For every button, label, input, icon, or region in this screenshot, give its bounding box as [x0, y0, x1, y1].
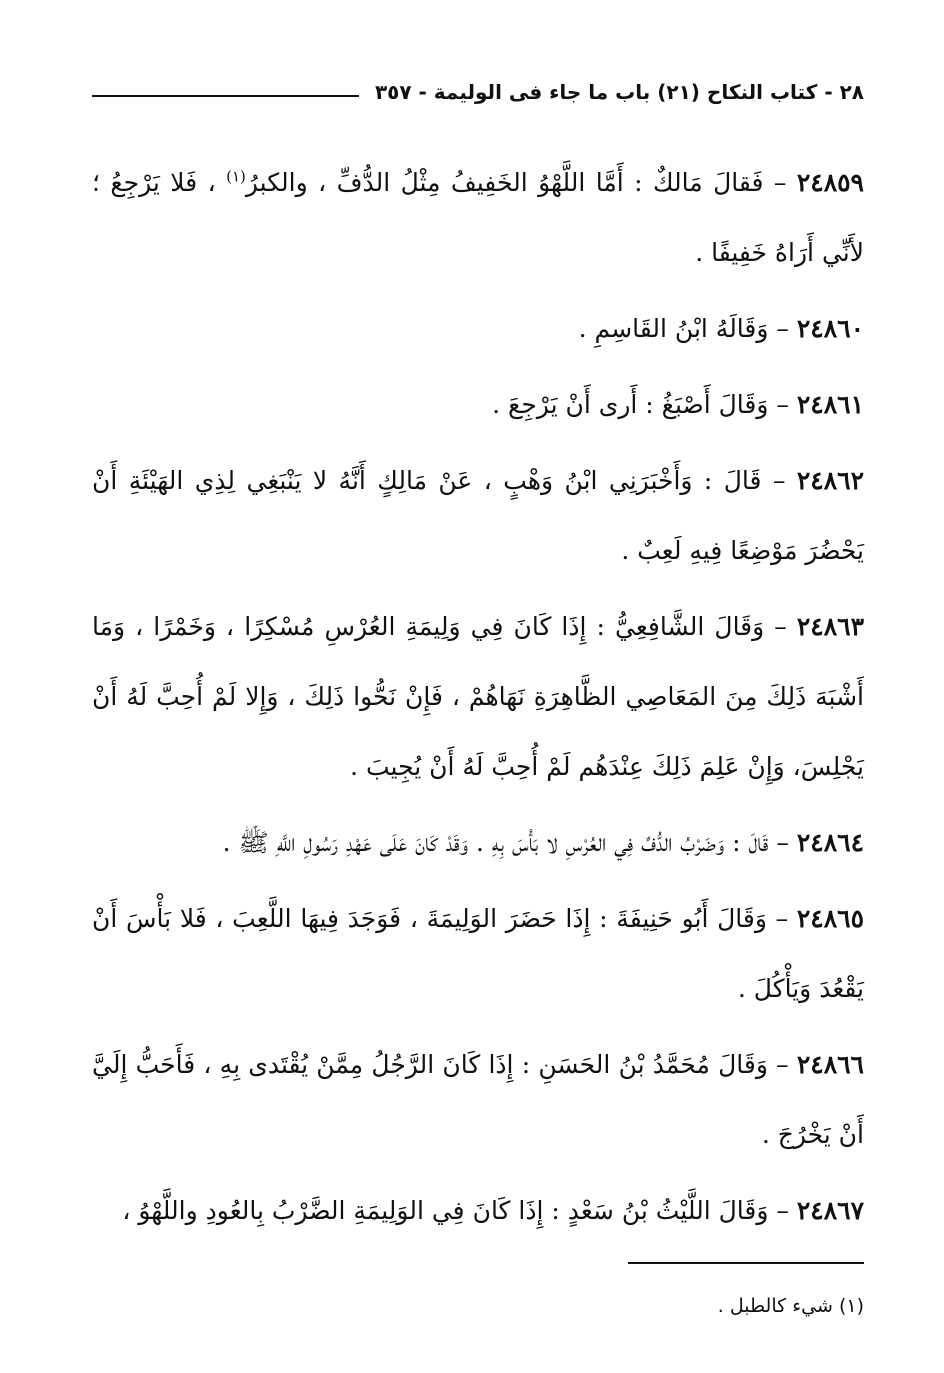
paragraph-24860 — [92, 294, 864, 364]
paragraph-number: ٢٤٨٦٧ — [796, 1196, 864, 1225]
dash: – — [774, 612, 787, 641]
paragraph-text: وَقَالَ اللَّيْثُ بْنُ سَعْدٍ : إِذَا كَانَ فِي الوَلِيمَةِ الضَّرْبُ بِالعُودِ واللَّهْوُ ، — [122, 1196, 769, 1225]
paragraph-24866 — [92, 1030, 864, 1170]
paragraph-text: وَقَالَ أَصْبَغُ : أَرى أَنْ يَرْجِعَ . — [492, 390, 769, 419]
dash: – — [776, 314, 789, 343]
footnote-separator — [628, 1262, 864, 1264]
paragraph-number: ٢٤٨٦٥ — [796, 904, 864, 933]
paragraph-24859 — [92, 148, 864, 288]
running-title: ٢٨ - كتاب النكاح (٢١) باب ما جاء فى الوليمة - ٣٥٧ — [374, 80, 864, 104]
paragraph-24862 — [92, 446, 864, 586]
dash: – — [775, 904, 789, 933]
footnote — [92, 1288, 864, 1324]
paragraph-number: ٢٤٨٥٩ — [796, 168, 864, 197]
paragraph-24861 — [92, 370, 864, 440]
dash: – — [776, 828, 789, 857]
paragraph-text-continued: ، فَلا يَرْجِعُ ؛ لأَنِّي أَرَاهُ خَفِيفًا . — [92, 168, 864, 267]
paragraph-text: وَقَالَ مُحَمَّدُ بْنُ الحَسَنِ : إِذَا كَانَ الرَّجُلُ مِمَّنْ يُقْتَدى بِهِ ، فَأَحَبُّ إِلَيَّ أَنْ يَخْرُجَ . — [92, 1050, 864, 1149]
paragraph-text: قَالَ : وَأَخْبَرَنِي ابْنُ وَهْبٍ ، عَنْ مَالِكٍ أَنَّهُ لا يَنْبَغِي لِذِي الهَيْئَةِ أَنْ يَحْضُرَ مَوْضِعًا فِيهِ لَعِبٌ . — [92, 466, 864, 565]
paragraph-text: وَقَالَ أَبُو حَنِيفَةَ : إِذَا حَضَرَ الوَلِيمَةَ ، فَوَجَدَ فِيهَا اللَّعِبَ ، فَلا بَأْسَ أَنْ يَقْعُدَ وَيَأْكُلَ . — [92, 904, 864, 1003]
footnote-reference[interactable]: (١) — [226, 167, 246, 186]
main-text — [92, 148, 864, 1252]
paragraph-number: ٢٤٨٦٤ — [796, 828, 864, 857]
paragraph-text: وَقَالَ الشَّافِعِيُّ : إِذَا كَانَ فِي وَلِيمَةِ العُرْسِ مُسْكِرًا ، وَخَمْرًا ، وَمَا أَشْبَهَ ذَلِكَ مِنَ المَعَاصِي الظَّاهِرَةِ نَهَاهُمْ ، فَإِنْ نَحُّوا ذَلِكَ ، وَإِلا لَمْ أُحِبَّ لَهُ أَنْ يَجْلِسَ، وَإِنْ عَلِمَ ذَلِكَ عِنْدَهُم لَمْ أُحِبَّ لَهُ أَنْ يُجِيبَ . — [92, 612, 864, 781]
dash: – — [772, 466, 786, 495]
dash: – — [773, 168, 787, 197]
paragraph-number: ٢٤٨٦٦ — [796, 1050, 864, 1079]
dash: – — [776, 1196, 789, 1225]
paragraph-number: ٢٤٨٦١ — [796, 390, 864, 419]
paragraph-24867 — [92, 1176, 864, 1246]
footnote-text: (١) شيء كالطبل . — [717, 1295, 864, 1317]
dash: – — [776, 390, 789, 419]
running-header — [92, 72, 864, 112]
paragraph-number: ٢٤٨٦٠ — [796, 314, 864, 343]
paragraph-24865 — [92, 884, 864, 1024]
paragraph-number: ٢٤٨٦٢ — [796, 466, 865, 495]
paragraph-24863 — [92, 592, 864, 802]
header-rule — [92, 95, 359, 97]
paragraph-number: ٢٤٨٦٣ — [796, 612, 865, 641]
paragraph-text: قَالَ : وَضَرْبُ الدُّفِّ فِي العُرْسِ لا بَأْسَ بِهِ . وَقَدْ كَانَ عَلَى عَهْدِ رَسُولِ اللَّهِ ﷺ . — [222, 828, 769, 857]
paragraph-text: فَقالَ مَالكٌ : أَمَّا اللَّهْوُ الخَفِيفُ مِثْلُ الدُّفِّ ، والكبرُ — [245, 168, 764, 197]
dash: – — [776, 1050, 789, 1079]
paragraph-text: وَقَالَهُ ابْنُ القَاسِمِ . — [578, 314, 769, 343]
paragraph-24864 — [92, 808, 864, 878]
